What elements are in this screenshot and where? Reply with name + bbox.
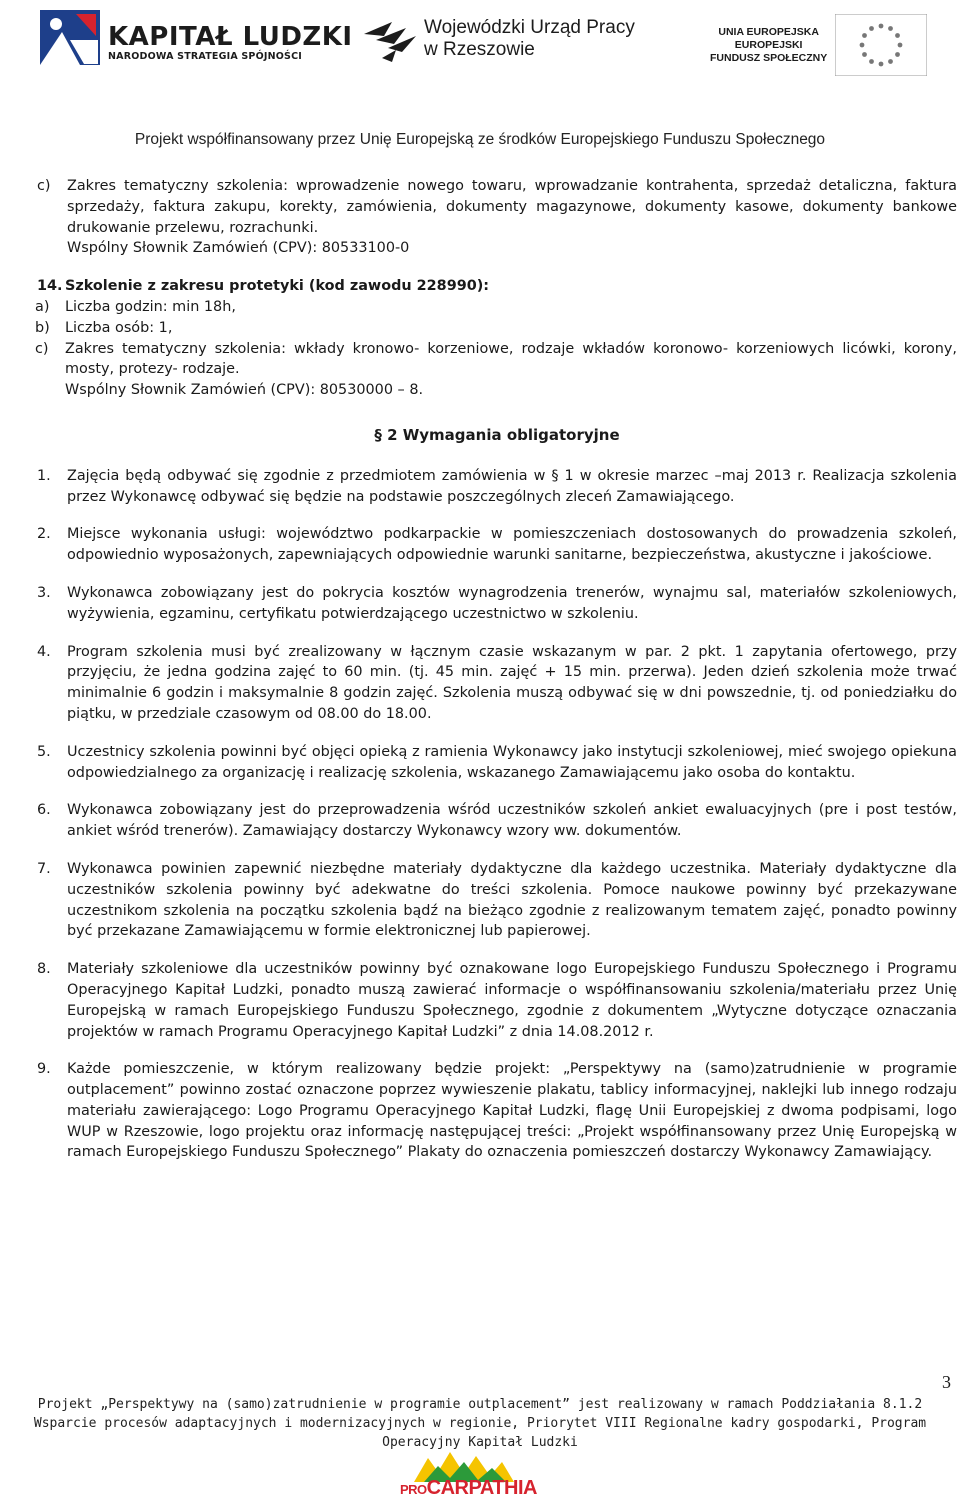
requirement-text: Uczestnicy szkolenia powinni być objęci opieką z ramienia Wykonawcy jako instytucji szkoleniowej, mieć swojego opiekuna odpowiedzialnego za organizację i realizację szkolenia, wskazanego Zamawiającemu jako osoba do kontaktu.: [67, 743, 957, 781]
requirement-item: [37, 859, 957, 942]
page-number: 3: [942, 1372, 951, 1392]
requirement-item: [37, 742, 957, 784]
list-marker: 8.: [37, 961, 51, 978]
requirement-text: Zajęcia będą odbywać się zgodnie z przedmiotem zamówienia w § 1 w okresie marzec –maj 2013 r. Realizacja szkolenia przez Wykonawcę odbywać się będzie na podstawie poszczególnych zleceń Zamawiającego.: [67, 467, 957, 505]
list-item: [37, 176, 957, 259]
procarpathia-pro: PRO: [400, 1482, 427, 1497]
list-marker: 3.: [37, 584, 51, 601]
kapital-ludzki-emblem-icon: [40, 10, 100, 65]
wup-bird-icon: [362, 14, 418, 64]
page-header: [0, 0, 960, 148]
sub-marker: a): [35, 298, 50, 315]
eu-flag-icon: [835, 14, 927, 76]
requirement-text: Materiały szkoleniowe dla uczestników powinny być oznakowane logo Europejskiego Funduszu Społecznego i Programu Operacyjnego Kapitał Ludzki, ponadto muszą zawierać informacje o współfinansowaniu szkolenia/materiału przez Unię Europejską w ramach Europejskiego Funduszu Społecznego, zgodnie z dokumentem „Wytyczne dotyczące oznaczania projektów w ramach Programu Operacyjnego Kapitał Ludzki” z dnia 14.08.2012 r.: [67, 961, 957, 1040]
list-marker: 9.: [37, 1061, 51, 1078]
requirement-item: [37, 642, 957, 725]
requirement-item: [37, 959, 957, 1042]
document-body: [37, 176, 957, 1163]
list-item-14: [37, 276, 957, 297]
paragraph: Zakres tematyczny szkolenia: wprowadzenie nowego towaru, wprowadzanie kontrahenta, sprzedaż detaliczna, faktura sprzedaży, faktura zakupu, korekty, zamówienia, dokumenty magazynowe, dokumenty kasowe, dokumenty bankowe drukowanie przelewu, rozrachunki.: [67, 178, 957, 236]
requirement-text: Miejsce wykonania usługi: województwo podkarpackie w pomieszczeniach dostosowanych do prowadzenia szkoleń, odpowiednio wyposażonych, zapewniających odpowiednie warunki sanitarne, bezpieczeństwa, akustyczne i jakościowe.: [67, 526, 957, 564]
footer-line: Projekt „Perspektywy na (samo)zatrudnienie w programie outplacement” jest realizowany w ramach Poddziałania 8.1.2: [37, 1397, 923, 1412]
sub-text: Liczba osób: 1,: [65, 319, 173, 336]
item-heading: Szkolenie z zakresu protetyki (kod zawodu 228990):: [65, 278, 490, 295]
kl-title: KAPITAŁ LUDZKI: [108, 22, 353, 52]
sub-text: Liczba godzin: min 18h,: [65, 298, 236, 315]
list-marker: 5.: [37, 743, 51, 760]
requirement-item: [37, 800, 957, 842]
kl-subtitle: NARODOWA STRATEGIA SPÓJNOŚCI: [108, 51, 302, 62]
list-marker: 1.: [37, 467, 51, 484]
requirement-item: [37, 1059, 957, 1163]
footer-line: Wsparcie procesów adaptacyjnych i modernizacyjnych w regionie, Priorytet VIII Regionalne kadry gospodarki, Program: [33, 1416, 927, 1431]
cpv-code: Wspólny Słownik Zamówień (CPV): 80533100-0: [67, 240, 410, 257]
kapital-ludzki-logo: [40, 10, 353, 65]
list-marker: 6.: [37, 802, 51, 819]
list-marker: 2.: [37, 526, 51, 543]
requirement-item: [37, 524, 957, 566]
sub-item: [35, 339, 957, 401]
list-marker: c): [37, 178, 51, 194]
list-marker: 14.: [37, 278, 63, 295]
requirement-text: Wykonawca zobowiązany jest do pokrycia kosztów wynagrodzenia trenerów, wynajmu sal, materiałów szkoleniowych, wyżywienia, egzaminu, certyfikatu potwierdzającego uczestnictwo w szkoleniu.: [67, 584, 957, 622]
list-marker: 4.: [37, 643, 51, 660]
sub-marker: c): [35, 340, 49, 357]
section-title: § 2 Wymagania obligatoryjne: [374, 425, 620, 444]
eu-title-line3: FUNDUSZ SPOŁECZNY: [710, 51, 828, 64]
procarpathia-logo: [400, 1448, 537, 1504]
requirement-item: [37, 583, 957, 625]
requirement-text: Każde pomieszczenie, w którym realizowany będzie projekt: „Perspektywy na (samo)zatrudnienie w programie outplacement” powinno zostać oznaczone poprzez wywieszenie plakatu, tablicy informacyjnej, naklejki lub innego rodzaju materiału zawierającego: Logo Programu Operacyjnego Kapitał Ludzki, flagę Unii Europejskiej z dwoma podpisami, logo WUP w Rzeszowie, logo projektu oraz informację następującej treści: „Projekt współfinansowany przez Unię Europejską w ramach Europejskiego Funduszu Społecznego” Plakaty do oznaczenia pomieszczeń dostarczy Wykonawcy Zamawiający.: [67, 1061, 957, 1161]
cofinanced-line: Projekt współfinansowany przez Unię Europejską ze środków Europejskiego Funduszu Społecznego: [134, 131, 826, 148]
sub-item: [35, 297, 957, 318]
requirement-text: Wykonawca powinien zapewnić niezbędne materiały dydaktyczne dla każdego uczestnika. Materiały dydaktyczne dla uczestników szkolenia powinny być adekwatne do treści szkolenia. Pomoce naukowe powinny być przekazywane uczestnikom szkolenia na początku szkolenia bądź na bieżąco zgodnie z realizowanym tematem zajęć, ponadto powinny być przekazane Zamawiającemu w formie elektronicznej lub papierowej.: [67, 860, 957, 940]
eu-title-line2: EUROPEJSKI: [734, 38, 803, 51]
eu-title-line1: UNIA EUROPEJSKA: [718, 25, 819, 38]
cpv-code: Wspólny Słownik Zamówień (CPV): 80530000 – 8.: [65, 382, 424, 399]
requirement-text: Wykonawca zobowiązany jest do przeprowadzenia wśród uczestników szkoleń ankiet ewaluacyjnych (pre i post testów, ankiet wśród trenerów). Zamawiający dostarczy Wykonawcy wzory ww. dokumentów.: [67, 802, 957, 840]
sub-marker: b): [35, 319, 50, 336]
wup-title-line2: w Rzeszowie: [424, 39, 535, 60]
eu-logo: [710, 14, 927, 76]
sub-text: Zakres tematyczny szkolenia: wkłady kronowo- korzeniowe, rodzaje wkładów koronowo- korzeniowych licówki, korony, mosty, protezy- rodzaje.: [65, 340, 957, 378]
wup-title-line1: Wojewódzki Urząd Pracy: [424, 17, 635, 38]
requirement-item: [37, 466, 957, 508]
procarpathia-wordmark: [400, 1477, 537, 1500]
footer-line: Operacyjny Kapitał Ludzki: [382, 1435, 578, 1450]
list-marker: 7.: [37, 860, 51, 877]
procarpathia-rest: CARPATHIA: [426, 1477, 537, 1499]
page-footer: [0, 1395, 960, 1452]
wup-logo: [362, 14, 635, 64]
requirement-text: Program szkolenia musi być zrealizowany w łącznym czasie wskazanym w par. 2 pkt. 1 zapytania ofertowego, przy przyjęciu, że jedna godzina zajęć to 60 min. (tj. 45 min. zajęć + 15 min. przerwa). Jeden dzień szkolenia może trwać minimalnie 6 godzin i maksymalnie 8 godzin zajęć. Szkolenia muszą odbywać się w dni powszednie, tj. od poniedziałku do piątku, w przedziale czasowym od 08.00 do 18.00.: [67, 643, 957, 722]
sub-item: [35, 318, 957, 339]
